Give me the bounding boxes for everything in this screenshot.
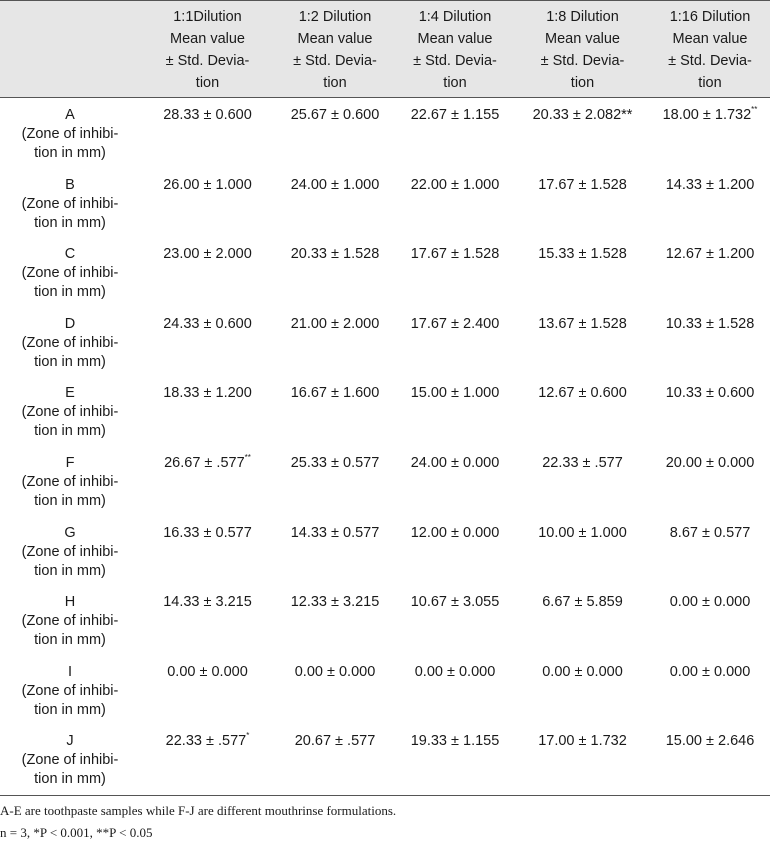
mean-std-value: 18.33 ± 1.200 (163, 385, 252, 402)
mean-std-value: 22.33 ± .577 (165, 733, 247, 750)
header-line: ± Std. Devia- (540, 53, 625, 69)
mean-std-value: 12.00 ± 0.000 (410, 524, 500, 541)
value-cell (650, 521, 770, 591)
mean-std-value: 20.00 ± 0.000 (665, 454, 755, 471)
sample-description: tion in mm) (34, 353, 106, 370)
header-cell-dilution-1-16 (650, 1, 770, 97)
value-cell (275, 242, 395, 312)
header-cell-sample (0, 1, 140, 97)
table-row (0, 729, 770, 799)
sample-description: (Zone of inhibi- (21, 543, 119, 560)
value-cell (395, 103, 515, 173)
sample-cell (0, 660, 140, 730)
value-cell (650, 660, 770, 730)
mean-std-value: 10.00 ± 1.000 (538, 524, 627, 541)
sample-name: D (64, 315, 76, 332)
value-cell (515, 729, 650, 799)
value-cell (515, 103, 650, 173)
value-cell (275, 451, 395, 521)
value-cell (650, 173, 770, 243)
value-cell (515, 173, 650, 243)
value-cell (275, 590, 395, 660)
sample-name: B (65, 176, 75, 193)
mean-std-value: 17.67 ± 1.528 (410, 246, 500, 263)
mean-std-value: 15.00 ± 2.646 (665, 733, 755, 750)
sample-name: A (65, 107, 75, 123)
value-cell (275, 312, 395, 382)
value-cell (395, 242, 515, 312)
mean-std-value: 0.00 ± 0.000 (669, 663, 751, 680)
mean-std-value: 22.00 ± 1.000 (410, 176, 500, 193)
sample-name: H (64, 594, 76, 611)
significance-marker: ** (751, 105, 758, 114)
header-line: ± Std. Devia- (413, 53, 497, 69)
mean-std-value: 24.00 ± 0.000 (410, 454, 500, 471)
value-cell (650, 312, 770, 382)
sample-description: (Zone of inhibi- (21, 195, 119, 212)
table-row (0, 103, 770, 173)
sample-description: tion in mm) (34, 562, 106, 579)
value-cell (140, 729, 275, 799)
sample-description: tion in mm) (34, 145, 106, 161)
value-cell (275, 173, 395, 243)
mean-std-value: 28.33 ± 0.600 (163, 107, 252, 123)
mean-std-value: 12.67 ± 1.200 (665, 246, 755, 263)
value-cell (395, 660, 515, 730)
value-cell (140, 660, 275, 730)
mean-std-value: 24.00 ± 1.000 (290, 176, 380, 193)
mean-std-value: 19.33 ± 1.155 (410, 733, 500, 750)
value-cell (275, 521, 395, 591)
mean-std-value: 22.67 ± 1.155 (410, 107, 500, 123)
value-cell (395, 590, 515, 660)
value-cell (275, 103, 395, 173)
mean-std-value: 10.67 ± 3.055 (410, 594, 500, 611)
mean-std-value: 0.00 ± 0.000 (669, 594, 751, 611)
sample-description: (Zone of inhibi- (21, 613, 119, 630)
significance-marker: * (246, 731, 250, 741)
mean-std-value: 13.67 ± 1.528 (538, 315, 627, 332)
header-line: 1:8 Dilution (546, 9, 619, 25)
value-cell (140, 312, 275, 382)
mean-std-value: 21.00 ± 2.000 (290, 315, 380, 332)
sample-description: (Zone of inhibi- (21, 265, 119, 282)
table-row (0, 590, 770, 660)
header-cell-dilution-1-2 (275, 1, 395, 97)
mean-std-value: 0.00 ± 0.000 (414, 663, 496, 680)
mean-std-value: 17.67 ± 1.528 (538, 176, 627, 193)
header-line: 1:4 Dilution (418, 9, 492, 25)
header-line: Mean value (545, 31, 620, 47)
header-line: tion (443, 75, 467, 91)
value-cell (395, 521, 515, 591)
mean-std-value: 0.00 ± 0.000 (294, 663, 376, 680)
mean-std-value: 0.00 ± 0.000 (542, 663, 623, 680)
mean-std-value: 23.00 ± 2.000 (163, 246, 252, 263)
mean-std-value: 24.33 ± 0.600 (163, 315, 252, 332)
mean-std-value: 15.33 ± 1.528 (538, 246, 627, 263)
mean-std-value: 26.67 ± .577 (164, 454, 245, 471)
sample-description: tion in mm) (34, 771, 106, 788)
mean-std-value: 17.00 ± 1.732 (538, 733, 627, 750)
header-line: ± Std. Devia- (668, 53, 752, 69)
mean-std-value: 16.67 ± 1.600 (290, 385, 380, 402)
sample-description: tion in mm) (34, 284, 106, 301)
sample-cell (0, 173, 140, 243)
value-cell (395, 451, 515, 521)
table-row (0, 173, 770, 243)
mean-std-value: 14.33 ± 3.215 (163, 594, 252, 611)
header-line: ± Std. Devia- (293, 53, 377, 69)
sample-name: F (65, 454, 75, 471)
value-cell (275, 660, 395, 730)
sample-description: (Zone of inhibi- (21, 334, 119, 351)
footnote-significance: n = 3, *P < 0.001, **P < 0.05 (0, 825, 153, 840)
value-cell (140, 590, 275, 660)
header-line: Mean value (297, 31, 373, 47)
mean-std-value: 12.67 ± 0.600 (538, 385, 627, 402)
header-line: Mean value (672, 31, 748, 47)
value-cell (395, 729, 515, 799)
sample-description: tion in mm) (34, 492, 106, 509)
value-cell (275, 729, 395, 799)
mean-std-value: 17.67 ± 2.400 (410, 315, 500, 332)
mean-std-value: 14.33 ± 0.577 (290, 524, 380, 541)
value-cell (650, 451, 770, 521)
header-cell-dilution-1-4 (395, 1, 515, 97)
table-footnotes (0, 800, 396, 844)
mean-std-value: 22.33 ± .577 (542, 454, 623, 471)
sample-description: tion in mm) (34, 701, 106, 718)
header-line: Mean value (170, 31, 245, 47)
table-row (0, 451, 770, 521)
mean-std-value: 14.33 ± 1.200 (665, 176, 755, 193)
value-cell (140, 242, 275, 312)
header-line: tion (195, 75, 220, 91)
mean-std-value: 10.33 ± 0.600 (665, 385, 755, 402)
sample-description: (Zone of inhibi- (21, 752, 119, 769)
value-cell (515, 242, 650, 312)
sample-name: G (64, 524, 76, 541)
footnote-samples: A-E are toothpaste samples while F-J are different mouthrinse formulations. (0, 803, 397, 818)
mean-std-value: 26.00 ± 1.000 (163, 176, 252, 193)
sample-cell (0, 242, 140, 312)
mean-std-value: 20.33 ± 1.528 (290, 246, 380, 263)
value-cell (515, 590, 650, 660)
sample-name: E (65, 385, 75, 402)
sample-cell (0, 381, 140, 451)
mean-std-value: 25.33 ± 0.577 (290, 454, 380, 471)
sample-description: (Zone of inhibi- (21, 473, 119, 490)
sample-cell (0, 590, 140, 660)
header-line: ± Std. Devia- (165, 53, 250, 69)
sample-name: I (67, 663, 73, 680)
value-cell (515, 660, 650, 730)
header-line: 1:2 Dilution (298, 9, 372, 25)
sample-description: tion in mm) (34, 423, 106, 440)
sample-description: (Zone of inhibi- (21, 682, 119, 699)
sample-cell (0, 451, 140, 521)
table-row (0, 521, 770, 591)
value-cell (140, 173, 275, 243)
value-cell (650, 381, 770, 451)
mean-std-value: 20.67 ± .577 (294, 733, 376, 750)
table-row (0, 381, 770, 451)
table-row (0, 660, 770, 730)
mean-std-value: 15.00 ± 1.000 (410, 385, 500, 402)
value-cell (275, 381, 395, 451)
mean-std-value: 0.00 ± 0.000 (167, 663, 248, 680)
sample-description: (Zone of inhibi- (21, 126, 119, 142)
sample-description: (Zone of inhibi- (21, 404, 119, 421)
value-cell (140, 103, 275, 173)
table-bottom-rule (0, 795, 770, 796)
value-cell (140, 381, 275, 451)
significance-marker: ** (244, 452, 251, 462)
sample-cell (0, 312, 140, 382)
sample-name: J (66, 733, 74, 750)
value-cell (395, 381, 515, 451)
value-cell (650, 242, 770, 312)
table-header (0, 0, 770, 98)
table-row (0, 312, 770, 382)
mean-std-value: 12.33 ± 3.215 (290, 594, 380, 611)
value-cell (140, 521, 275, 591)
mean-std-value: 8.67 ± 0.577 (669, 524, 751, 541)
mean-std-value: 10.33 ± 1.528 (665, 315, 755, 332)
value-cell (140, 451, 275, 521)
value-cell (650, 590, 770, 660)
value-cell (515, 521, 650, 591)
sample-cell (0, 103, 140, 173)
mean-std-value: 25.67 ± 0.600 (290, 107, 380, 123)
sample-description: tion in mm) (34, 632, 106, 649)
mean-std-value: 6.67 ± 5.859 (542, 594, 623, 611)
table-body (0, 98, 770, 799)
header-line: 1:16 Dilution (669, 9, 751, 25)
header-line: tion (698, 75, 722, 91)
sample-cell (0, 521, 140, 591)
mean-std-value: 20.33 ± 2.082** (532, 107, 633, 123)
sample-description: tion in mm) (34, 214, 106, 231)
header-line: Mean value (417, 31, 493, 47)
header-cell-dilution-1-1 (140, 1, 275, 97)
table-row (0, 242, 770, 312)
header-line: tion (323, 75, 347, 91)
value-cell (650, 103, 770, 173)
value-cell (515, 381, 650, 451)
sample-cell (0, 729, 140, 799)
mean-std-value: 18.00 ± 1.732 (662, 107, 752, 123)
value-cell (395, 312, 515, 382)
value-cell (515, 451, 650, 521)
value-cell (650, 729, 770, 799)
value-cell (515, 312, 650, 382)
header-line: tion (570, 75, 595, 91)
mean-std-value: 16.33 ± 0.577 (163, 524, 252, 541)
header-cell-dilution-1-8 (515, 1, 650, 97)
value-cell (395, 173, 515, 243)
header-line: 1:1Dilution (173, 9, 242, 25)
sample-name: C (64, 246, 76, 263)
